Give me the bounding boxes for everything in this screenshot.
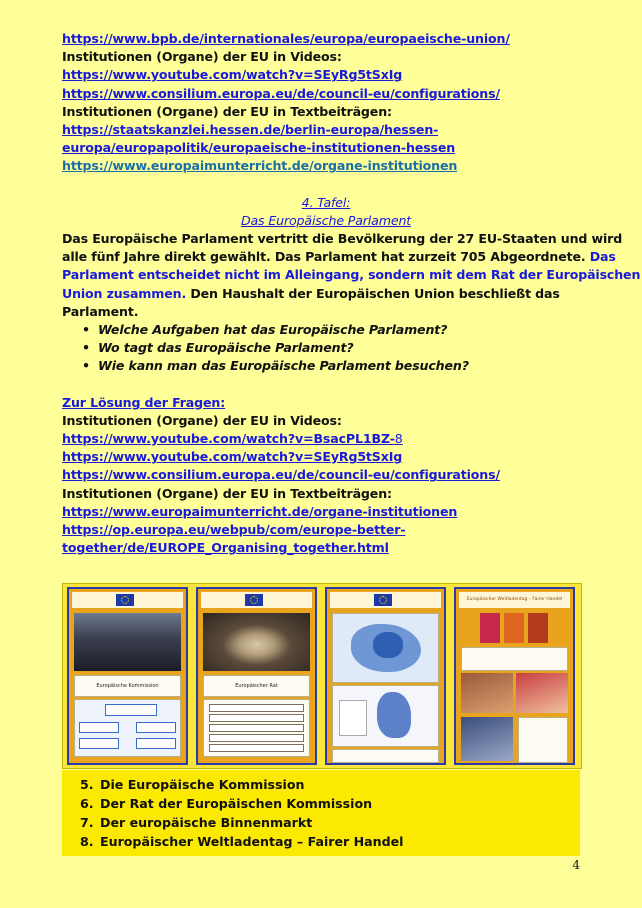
section-title: Das Europäische Parlament	[240, 212, 412, 228]
poster-council	[196, 587, 317, 765]
topic-item: 6. Der Rat der Europäischen Kommission	[80, 796, 373, 811]
poster-caption-council: Europäischer Rat	[203, 675, 310, 697]
link-consilium-2[interactable]: https://www.consilium.europa.eu/de/council-eu/configurations/	[62, 467, 500, 483]
eu-flag-icon	[374, 594, 392, 606]
council-meeting-photo	[203, 613, 310, 671]
question-item: • Wo tagt das Europäische Parlament?	[98, 339, 590, 357]
document-body	[62, 30, 641, 557]
paragraph-line-4: Union zusammen. Den Haushalt der Europäischen Union beschließt das	[62, 285, 560, 301]
topic-item: 8. Europäischer Weltladentag – Fairer Handel	[80, 834, 404, 849]
commission-group-photo	[74, 613, 181, 671]
council-table	[203, 699, 310, 757]
topic-list-box	[62, 770, 580, 856]
commission-diagram	[74, 699, 181, 757]
link-europaimunterricht-1[interactable]: https://www.europaimunterricht.de/organe-institutionen	[62, 158, 458, 174]
videos-label: Institutionen (Organe) der EU in Videos:	[62, 49, 342, 65]
paragraph-line-1: Das Europäische Parlament vertritt die Bevölkerung der 27 EU-Staaten und wird	[62, 231, 623, 247]
videos-label-2: Institutionen (Organe) der EU in Videos:	[62, 412, 342, 428]
link-youtube-3[interactable]: https://www.youtube.com/watch?v=SEyRg5tSxIg	[62, 449, 403, 465]
link-consilium-1[interactable]: https://www.consilium.europa.eu/de/council-eu/configurations/	[62, 85, 500, 101]
link-hessen-part2[interactable]: europa/europapolitik/europaeische-institutionen-hessen	[62, 140, 456, 156]
germany-map	[332, 685, 439, 747]
solutions-heading-link[interactable]: Zur Lösung der Fragen:	[62, 394, 226, 410]
poster-title-fair-trade: Europäischer Weltladentag – Fairer Handel	[459, 592, 570, 608]
poster-single-market	[325, 587, 446, 765]
link-youtube-1[interactable]: https://www.youtube.com/watch?v=SEyRg5tSxIg	[62, 67, 403, 83]
topic-item: 7. Der europäische Binnenmarkt	[80, 815, 313, 830]
poster-commission	[67, 587, 188, 765]
question-list	[62, 321, 590, 376]
text-label: Institutionen (Organe) der EU in Textbeiträgen:	[62, 103, 392, 119]
link-hessen-part1[interactable]: https://staatskanzlei.hessen.de/berlin-europa/hessen-	[62, 122, 439, 138]
section-number: 4. Tafel:	[301, 194, 351, 210]
link-bpb[interactable]: https://www.bpb.de/internationales/europa/europaeische-union/	[62, 31, 510, 46]
poster-fair-trade	[454, 587, 575, 765]
europe-map	[332, 613, 439, 683]
text-label-2: Institutionen (Organe) der EU in Textbeiträgen:	[62, 485, 392, 501]
paragraph-line-5: Parlament.	[62, 303, 139, 319]
link-youtube-2[interactable]: https://www.youtube.com/watch?v=BsacPL1BZ-8	[62, 431, 403, 447]
link-europa-op-part1[interactable]: https://op.europa.eu/webpub/com/europe-better-	[62, 522, 406, 538]
poster-caption-commission: Europäische Kommission	[74, 675, 181, 697]
fair-trade-notes	[518, 717, 568, 763]
map-caption-box	[332, 749, 439, 763]
poster-gallery	[62, 583, 582, 769]
eu-flag-icon	[245, 594, 263, 606]
question-item: • Welche Aufgaben hat das Europäische Parlament?	[98, 321, 590, 339]
paragraph-line-3: Parlament entscheidet nicht im Alleingang, sondern mit dem Rat der Europäischen	[62, 267, 641, 283]
link-europaimunterricht-2[interactable]: https://www.europaimunterricht.de/organe-institutionen	[62, 503, 458, 519]
link-europa-op-part2[interactable]: together/de/EUROPE_Organising_together.html	[62, 540, 389, 556]
topic-item: 5. Die Europäische Kommission	[80, 777, 305, 792]
topic-list	[62, 770, 580, 851]
paragraph-line-2: alle fünf Jahre direkt gewählt. Das Parlament hat zurzeit 705 Abgeordnete. Das	[62, 249, 616, 265]
page-number: 4	[572, 858, 580, 872]
eu-flag-icon	[116, 594, 134, 606]
fair-trade-text-box	[461, 647, 568, 671]
question-item: • Wie kann man das Europäische Parlament besuchen?	[98, 357, 590, 375]
